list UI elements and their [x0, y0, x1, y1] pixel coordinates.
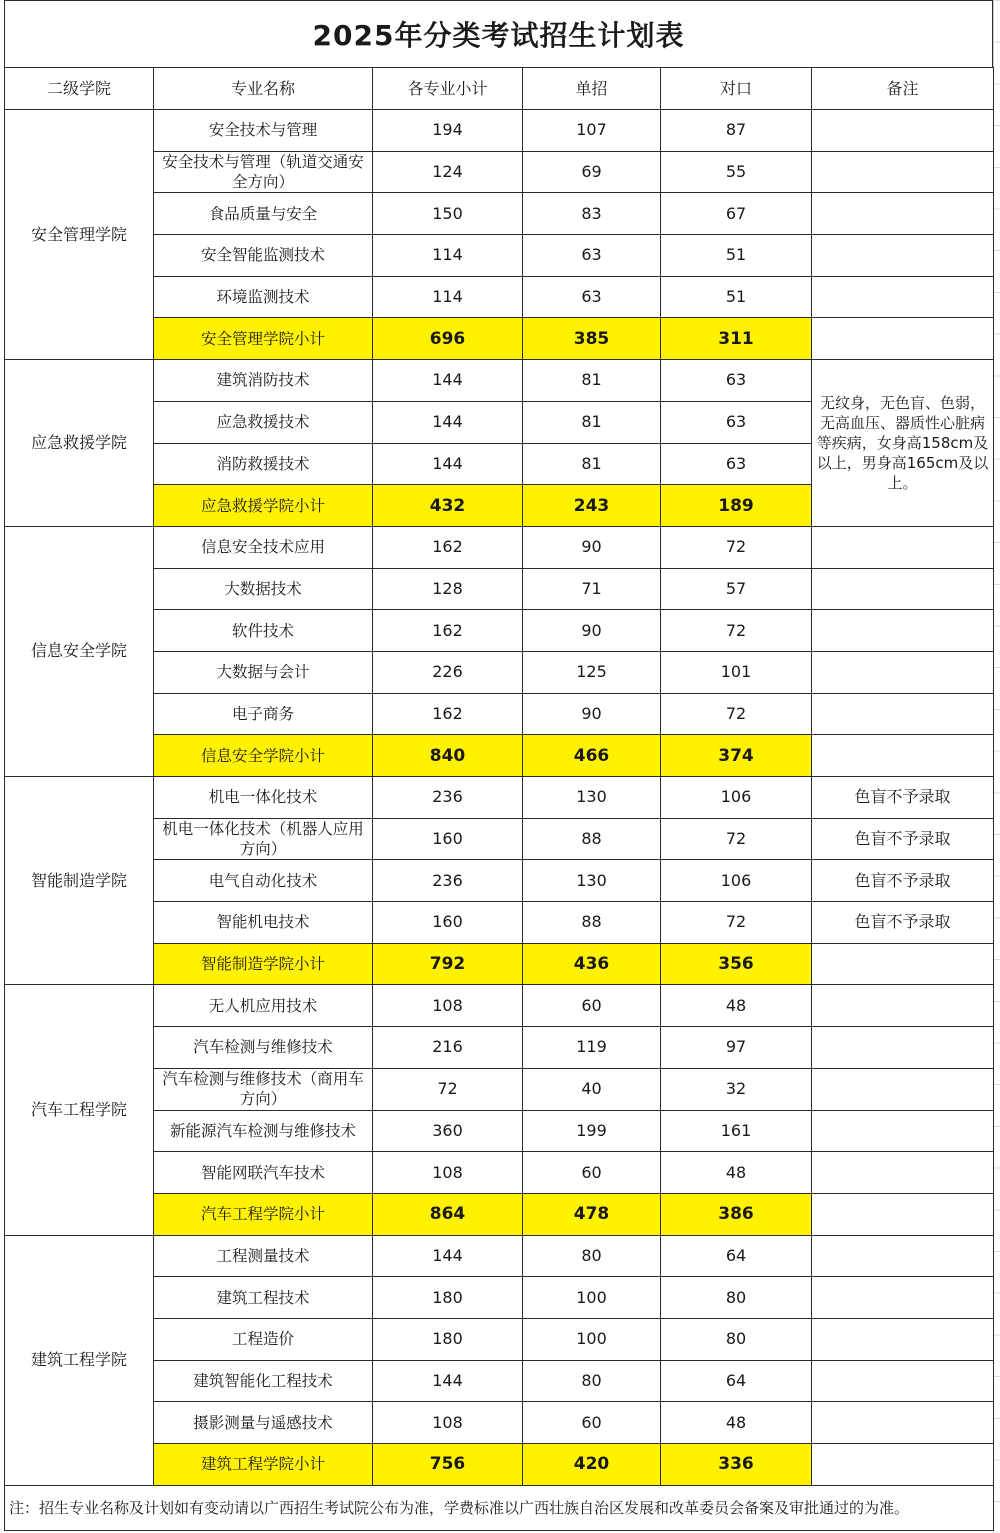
major-total: 236 — [373, 860, 523, 902]
major-single: 90 — [523, 526, 661, 568]
major-single: 81 — [523, 443, 661, 485]
table-row — [5, 1360, 994, 1402]
major-name: 建筑智能化工程技术 — [154, 1360, 373, 1402]
subtotal-row — [5, 1193, 994, 1235]
major-counterpart: 72 — [661, 818, 812, 860]
subtotal-counterpart: 386 — [661, 1193, 812, 1235]
table-row — [5, 110, 994, 152]
subtotal-remark — [812, 943, 994, 985]
table-row — [5, 818, 994, 860]
major-total: 216 — [373, 1027, 523, 1069]
table-row — [5, 360, 994, 402]
table-row — [5, 1152, 994, 1194]
major-name: 工程测量技术 — [154, 1235, 373, 1277]
major-remark — [812, 985, 994, 1027]
subtotal-row — [5, 735, 994, 777]
major-total: 128 — [373, 568, 523, 610]
major-counterpart: 67 — [661, 193, 812, 235]
major-remark: 色盲不予录取 — [812, 860, 994, 902]
major-single: 81 — [523, 401, 661, 443]
subtotal-counterpart: 356 — [661, 943, 812, 985]
subtotal-label: 汽车工程学院小计 — [154, 1193, 373, 1235]
subtotal-counterpart: 311 — [661, 318, 812, 360]
table-row — [5, 1068, 994, 1110]
major-remark — [812, 610, 994, 652]
footer-row — [5, 1485, 994, 1530]
major-counterpart: 63 — [661, 401, 812, 443]
remark-merged: 无纹身，无色盲、色弱，无高血压、器质性心脏病等疾病，女身高158cm及以上，男身高165cm及以上。 — [812, 360, 994, 527]
subtotal-label: 信息安全学院小计 — [154, 735, 373, 777]
subtotal-single: 420 — [523, 1444, 661, 1486]
major-single: 83 — [523, 193, 661, 235]
major-single: 199 — [523, 1110, 661, 1152]
major-name: 智能机电技术 — [154, 902, 373, 944]
subtotal-label: 安全管理学院小计 — [154, 318, 373, 360]
major-single: 130 — [523, 860, 661, 902]
subtotal-remark — [812, 1444, 994, 1486]
major-remark — [812, 276, 994, 318]
major-remark — [812, 151, 994, 193]
major-single: 80 — [523, 1235, 661, 1277]
major-total: 144 — [373, 443, 523, 485]
table-row — [5, 1318, 994, 1360]
college-name: 信息安全学院 — [5, 526, 154, 776]
college-name: 安全管理学院 — [5, 110, 154, 360]
major-total: 226 — [373, 651, 523, 693]
subtotal-remark — [812, 1193, 994, 1235]
header-college: 二级学院 — [5, 68, 154, 110]
major-remark — [812, 1235, 994, 1277]
major-counterpart: 80 — [661, 1318, 812, 1360]
major-single: 60 — [523, 985, 661, 1027]
header-row — [5, 68, 994, 110]
table-title: 2025年分类考试招生计划表 — [4, 0, 993, 67]
major-total: 162 — [373, 610, 523, 652]
header-remark: 备注 — [812, 68, 994, 110]
major-total: 144 — [373, 1360, 523, 1402]
table-row — [5, 235, 994, 277]
major-remark — [812, 1318, 994, 1360]
major-remark — [812, 1110, 994, 1152]
major-single: 90 — [523, 610, 661, 652]
major-single: 71 — [523, 568, 661, 610]
subtotal-remark — [812, 735, 994, 777]
subtotal-total: 432 — [373, 485, 523, 527]
major-total: 180 — [373, 1318, 523, 1360]
major-name: 消防救援技术 — [154, 443, 373, 485]
major-name: 智能网联汽车技术 — [154, 1152, 373, 1194]
subtotal-total: 864 — [373, 1193, 523, 1235]
major-single: 100 — [523, 1277, 661, 1319]
major-name: 信息安全技术应用 — [154, 526, 373, 568]
major-total: 72 — [373, 1068, 523, 1110]
major-single: 90 — [523, 693, 661, 735]
major-name: 食品质量与安全 — [154, 193, 373, 235]
major-remark — [812, 1360, 994, 1402]
major-remark: 色盲不予录取 — [812, 777, 994, 819]
major-counterpart: 63 — [661, 443, 812, 485]
header-total: 各专业小计 — [373, 68, 523, 110]
table-row — [5, 610, 994, 652]
college-name: 应急救援学院 — [5, 360, 154, 527]
major-counterpart: 72 — [661, 526, 812, 568]
major-name: 电子商务 — [154, 693, 373, 735]
major-name: 电气自动化技术 — [154, 860, 373, 902]
major-single: 81 — [523, 360, 661, 402]
major-total: 360 — [373, 1110, 523, 1152]
major-total: 180 — [373, 1277, 523, 1319]
major-counterpart: 161 — [661, 1110, 812, 1152]
major-remark — [812, 1027, 994, 1069]
header-counterpart: 对口 — [661, 68, 812, 110]
subtotal-total: 696 — [373, 318, 523, 360]
major-counterpart: 87 — [661, 110, 812, 152]
major-counterpart: 51 — [661, 276, 812, 318]
major-single: 130 — [523, 777, 661, 819]
major-single: 119 — [523, 1027, 661, 1069]
table-row — [5, 151, 994, 193]
major-remark — [812, 110, 994, 152]
major-name: 安全技术与管理（轨道交通安全方向） — [154, 151, 373, 193]
subtotal-single: 385 — [523, 318, 661, 360]
major-name: 汽车检测与维修技术（商用车方向） — [154, 1068, 373, 1110]
major-total: 236 — [373, 777, 523, 819]
major-total: 144 — [373, 360, 523, 402]
college-name: 建筑工程学院 — [5, 1235, 154, 1485]
major-single: 63 — [523, 235, 661, 277]
subtotal-row — [5, 1444, 994, 1486]
major-counterpart: 55 — [661, 151, 812, 193]
subtotal-label: 应急救援学院小计 — [154, 485, 373, 527]
major-name: 安全技术与管理 — [154, 110, 373, 152]
table-row — [5, 1027, 994, 1069]
major-remark — [812, 1402, 994, 1444]
major-name: 摄影测量与遥感技术 — [154, 1402, 373, 1444]
major-name: 机电一体化技术（机器人应用方向） — [154, 818, 373, 860]
table-row — [5, 568, 994, 610]
major-counterpart: 106 — [661, 777, 812, 819]
major-single: 80 — [523, 1360, 661, 1402]
major-remark: 色盲不予录取 — [812, 902, 994, 944]
major-name: 汽车检测与维修技术 — [154, 1027, 373, 1069]
major-name: 建筑工程技术 — [154, 1277, 373, 1319]
major-total: 160 — [373, 818, 523, 860]
major-total: 144 — [373, 401, 523, 443]
subtotal-label: 智能制造学院小计 — [154, 943, 373, 985]
major-single: 60 — [523, 1402, 661, 1444]
major-name: 安全智能监测技术 — [154, 235, 373, 277]
subtotal-total: 756 — [373, 1444, 523, 1486]
major-counterpart: 80 — [661, 1277, 812, 1319]
table-row — [5, 1402, 994, 1444]
major-total: 162 — [373, 693, 523, 735]
major-single: 100 — [523, 1318, 661, 1360]
major-single: 60 — [523, 1152, 661, 1194]
sheet-gridlines — [993, 0, 1000, 1533]
college-name: 汽车工程学院 — [5, 985, 154, 1235]
college-name: 智能制造学院 — [5, 777, 154, 985]
header-single: 单招 — [523, 68, 661, 110]
major-total: 144 — [373, 1235, 523, 1277]
major-remark — [812, 568, 994, 610]
major-remark — [812, 1277, 994, 1319]
major-remark — [812, 1152, 994, 1194]
major-name: 新能源汽车检测与维修技术 — [154, 1110, 373, 1152]
major-total: 114 — [373, 235, 523, 277]
major-counterpart: 97 — [661, 1027, 812, 1069]
major-total: 124 — [373, 151, 523, 193]
major-name: 环境监测技术 — [154, 276, 373, 318]
subtotal-single: 436 — [523, 943, 661, 985]
major-counterpart: 64 — [661, 1360, 812, 1402]
major-name: 软件技术 — [154, 610, 373, 652]
table-row — [5, 276, 994, 318]
major-remark — [812, 693, 994, 735]
major-remark — [812, 1068, 994, 1110]
major-name: 应急救援技术 — [154, 401, 373, 443]
major-remark — [812, 651, 994, 693]
major-counterpart: 51 — [661, 235, 812, 277]
major-counterpart: 57 — [661, 568, 812, 610]
table-row — [5, 526, 994, 568]
major-single: 69 — [523, 151, 661, 193]
major-single: 40 — [523, 1068, 661, 1110]
major-total: 160 — [373, 902, 523, 944]
table-row — [5, 985, 994, 1027]
header-major: 专业名称 — [154, 68, 373, 110]
major-counterpart: 48 — [661, 985, 812, 1027]
major-remark — [812, 235, 994, 277]
table-row — [5, 860, 994, 902]
major-name: 大数据与会计 — [154, 651, 373, 693]
major-single: 88 — [523, 902, 661, 944]
major-total: 150 — [373, 193, 523, 235]
table-row — [5, 651, 994, 693]
major-total: 194 — [373, 110, 523, 152]
footer-note: 注：招生专业名称及计划如有变动请以广西招生考试院公布为准，学费标准以广西壮族自治区发展和改革委员会备案及审批通过的为准。 — [5, 1485, 994, 1530]
major-name: 无人机应用技术 — [154, 985, 373, 1027]
major-counterpart: 32 — [661, 1068, 812, 1110]
enrollment-plan-table — [4, 67, 994, 1531]
major-name: 工程造价 — [154, 1318, 373, 1360]
major-remark — [812, 526, 994, 568]
subtotal-single: 478 — [523, 1193, 661, 1235]
table-row — [5, 693, 994, 735]
major-single: 125 — [523, 651, 661, 693]
major-counterpart: 106 — [661, 860, 812, 902]
major-name: 机电一体化技术 — [154, 777, 373, 819]
table-row — [5, 902, 994, 944]
major-counterpart: 48 — [661, 1152, 812, 1194]
subtotal-row — [5, 943, 994, 985]
table-row — [5, 1110, 994, 1152]
major-counterpart: 72 — [661, 610, 812, 652]
subtotal-total: 840 — [373, 735, 523, 777]
major-counterpart: 48 — [661, 1402, 812, 1444]
subtotal-counterpart: 189 — [661, 485, 812, 527]
major-counterpart: 63 — [661, 360, 812, 402]
major-total: 108 — [373, 985, 523, 1027]
major-total: 108 — [373, 1152, 523, 1194]
major-total: 114 — [373, 276, 523, 318]
major-counterpart: 72 — [661, 902, 812, 944]
subtotal-counterpart: 374 — [661, 735, 812, 777]
major-single: 88 — [523, 818, 661, 860]
major-remark — [812, 193, 994, 235]
subtotal-single: 243 — [523, 485, 661, 527]
subtotal-counterpart: 336 — [661, 1444, 812, 1486]
major-counterpart: 64 — [661, 1235, 812, 1277]
subtotal-total: 792 — [373, 943, 523, 985]
table-row — [5, 777, 994, 819]
subtotal-single: 466 — [523, 735, 661, 777]
table-row — [5, 193, 994, 235]
major-single: 107 — [523, 110, 661, 152]
major-total: 162 — [373, 526, 523, 568]
major-name: 建筑消防技术 — [154, 360, 373, 402]
subtotal-remark — [812, 318, 994, 360]
major-counterpart: 72 — [661, 693, 812, 735]
major-remark: 色盲不予录取 — [812, 818, 994, 860]
table-row — [5, 1277, 994, 1319]
major-name: 大数据技术 — [154, 568, 373, 610]
subtotal-row — [5, 318, 994, 360]
major-single: 63 — [523, 276, 661, 318]
major-counterpart: 101 — [661, 651, 812, 693]
subtotal-label: 建筑工程学院小计 — [154, 1444, 373, 1486]
table-row — [5, 1235, 994, 1277]
major-total: 108 — [373, 1402, 523, 1444]
